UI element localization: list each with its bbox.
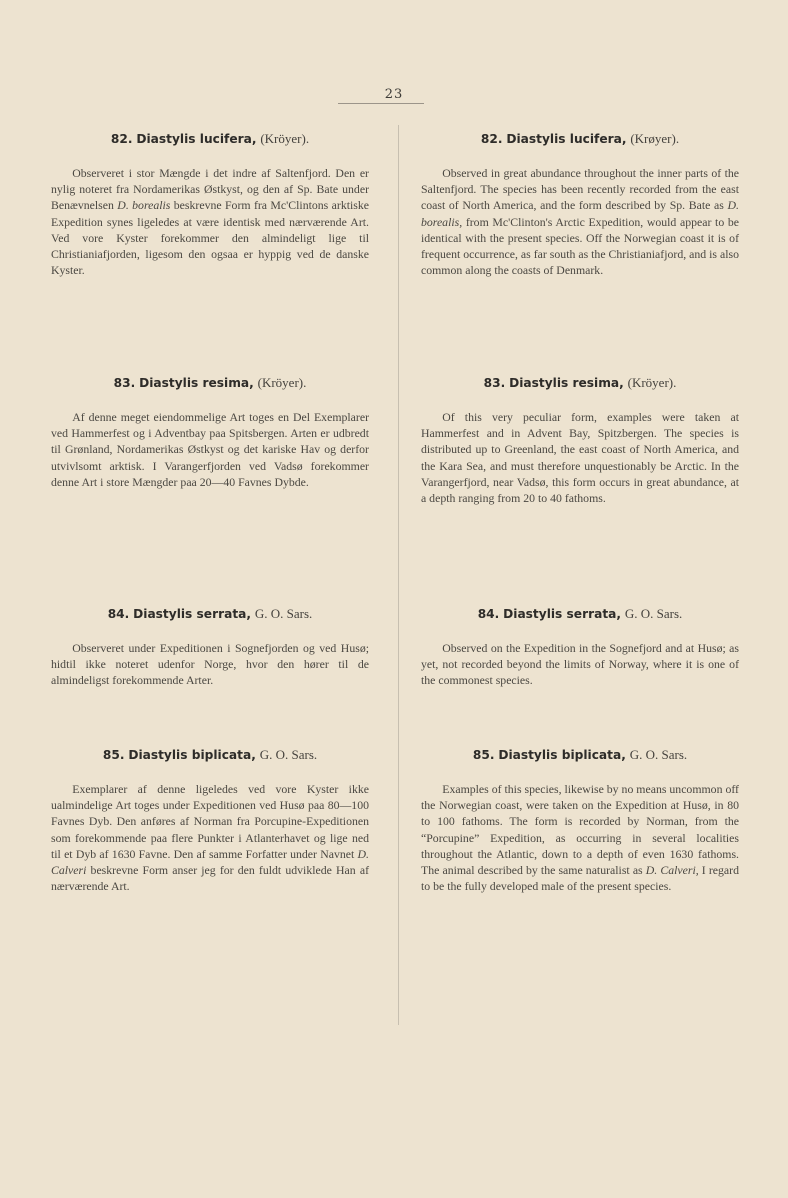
species-author: G. O. Sars. <box>624 606 683 621</box>
section-text: Af denne meget eiendommelige Art toges en Del Exemplarer ved Hammerfest og i Adventbay paa Spitsbergen. Arten er udbredt til Grønland, Nordamerikas Østkyst og det kariske Hav og derfor utvivlsomt arktisk. I Varangerfjorden ved Vadsø forekommer denne Art i store Mængder paa 20—40 Favnes Dybde. <box>51 410 369 489</box>
species-name: Diastylis resima, <box>509 376 624 390</box>
species-name: Diastylis serrata, <box>133 607 251 621</box>
section-text: Observeret under Expeditionen i Sognefjorden og ved Husø; hidtil ikke noteret udenfor Norge, hvor den hører til de almindeligst forekommende Arter. <box>51 641 369 688</box>
species-author: G. O. Sars. <box>629 747 688 762</box>
section-heading: 85. Diastylis biplicata, G. O. Sars. <box>102 747 318 762</box>
section-84-english <box>421 606 739 689</box>
section-85-english <box>421 747 739 894</box>
species-name: Diastylis lucifera, <box>136 132 257 146</box>
column-divider <box>398 125 399 1025</box>
section-text: Examples of this species, likewise by no means uncommon off the Norwegian coast, were taken on the Expedition at Husø, in 80 to 100 fathoms. The form is recorded by Norman, from the “Porcupine” Expedition, as occurring in several localities throughout the Atlantic, down to a depth of even 1630 fathoms. The animal described by the same naturalist as D. Calveri, I regard to be the fully developed male of the present species. <box>421 782 739 894</box>
section-text: Observed on the Expedition in the Sognefjord and at Husø; as yet, not recorded beyond the limits of Norway, where it is one of the commonest species. <box>421 641 739 688</box>
species-author: (Kröyer). <box>627 375 677 390</box>
species-name: Diastylis serrata, <box>503 607 621 621</box>
species-author: G. O. Sars. <box>259 747 318 762</box>
header-rule <box>338 103 424 104</box>
section-heading: 85. Diastylis biplicata, G. O. Sars. <box>472 747 688 762</box>
species-name: Diastylis biplicata, <box>128 748 256 762</box>
section-heading: 84. Diastylis serrata, G. O. Sars. <box>477 606 683 621</box>
section-heading: 83. Diastylis resima, (Kröyer). <box>483 375 677 390</box>
section-text: Observeret i stor Mængde i det indre af Saltenfjord. Den er nylig noteret fra Nordamerikas Østkyst, og den af Sp. Bate under Benævnelsen D. borealis beskrevne Form fra Mc'Clintons arktiske Expedition synes ligeledes at være identisk med nærværende Art. Ved vore Kyster forekommer den almindeligt lige til Christianiafjorden, ligesom den ogsaa er hyppig ved de danske Kyster. <box>51 166 369 278</box>
species-author: (Kröyer). <box>257 375 307 390</box>
page-number: 23 <box>384 87 404 102</box>
section-84-norwegian <box>51 606 369 689</box>
section-83-english <box>421 375 739 506</box>
section-heading: 84. Diastylis serrata, G. O. Sars. <box>107 606 313 621</box>
species-author: (Kröyer). <box>260 131 310 146</box>
section-text: Observed in great abundance throughout the inner parts of the Saltenfjord. The species has been recently recorded from the east coast of North America, and the form described by Sp. Bate as D. borealis, from Mc'Clinton's Arctic Expedition, would appear to be identical with the present species. Off the Norwegian coast it is of frequent occurrence, as far south as the Christianiafjord, and is also common along the coasts of Denmark. <box>421 166 739 278</box>
section-82-norwegian <box>51 131 369 278</box>
species-name: Diastylis biplicata, <box>498 748 626 762</box>
section-83-norwegian <box>51 375 369 490</box>
species-name: Diastylis lucifera, <box>506 132 627 146</box>
section-text: Exemplarer af denne ligeledes ved vore Kyster ikke ualmindelige Art toges under Expeditionen ved Husø paa 80—100 Favnes Dyb. Den anføres af Norman fra Porcupine-Expeditionen som forekommende paa flere Punkter i Atlanterhavet og lige ned til et Dyb af 1630 Favne. Den af samme Forfatter under Navnet D. Calveri beskrevne Form anser jeg for den fuldt udviklede Han af nærværende Art. <box>51 782 369 894</box>
section-heading: 82. Diastylis lucifera, (Kröyer). <box>110 131 310 146</box>
section-82-english <box>421 131 739 278</box>
section-heading: 82. Diastylis lucifera, (Krøyer). <box>480 131 680 146</box>
species-author: (Krøyer). <box>630 131 680 146</box>
species-author: G. O. Sars. <box>254 606 313 621</box>
section-text: Of this very peculiar form, examples were taken at Hammerfest and in Advent Bay, Spitzbergen. The species is distributed up to Greenland, the east coast of North America, and the Kara Sea, and must therefore unquestionably be Arctic. In the Varangerfjord, near Vadsø, this form occurs in great abundance, at a depth ranging from 20 to 40 fathoms. <box>421 410 739 506</box>
section-85-norwegian <box>51 747 369 894</box>
section-heading: 83. Diastylis resima, (Kröyer). <box>113 375 307 390</box>
species-name: Diastylis resima, <box>139 376 254 390</box>
